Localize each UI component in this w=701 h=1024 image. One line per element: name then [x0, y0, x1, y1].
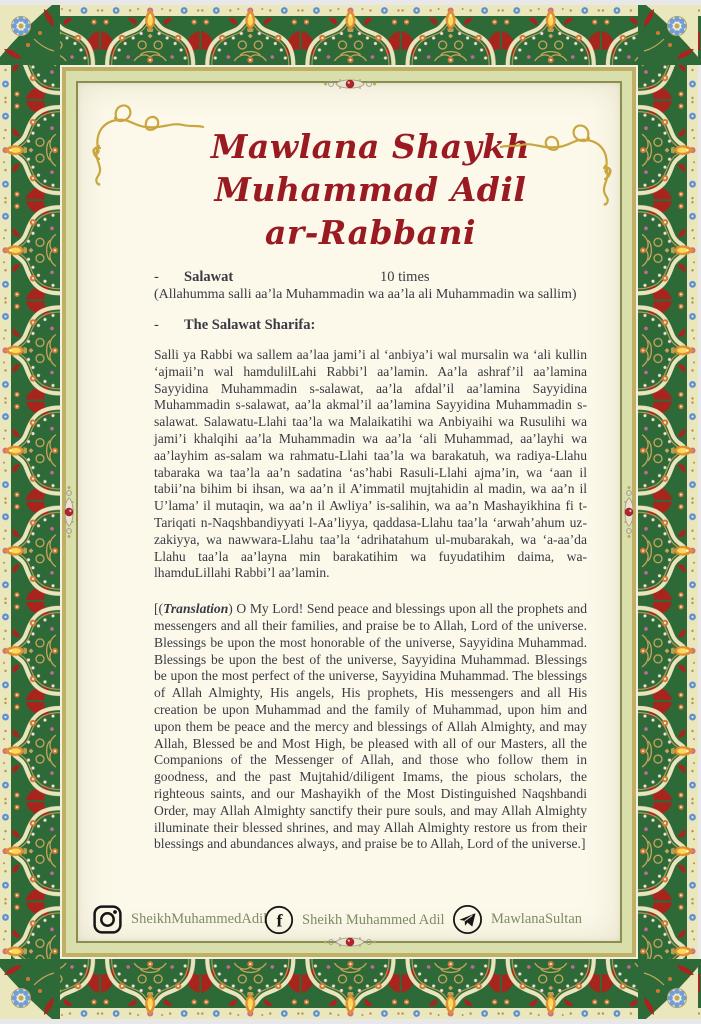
- salawat-repetition: 10 times: [380, 269, 430, 285]
- sharifa-heading-label: The Salawat Sharifa:: [184, 317, 316, 333]
- salawat-formula: (Allahumma salli aa’la Muhammadin wa aa’la ali Muhammadin wa sallim): [154, 287, 577, 302]
- translation-label: Translation: [163, 601, 229, 617]
- instagram-icon: [92, 904, 123, 935]
- telegram-handle-text: MawlanaSultan: [491, 911, 583, 927]
- sharifa-heading-row: [154, 317, 587, 334]
- bullet-dash: -: [154, 317, 159, 333]
- page-title-line1: Mawlana Shaykh Muhammad Adil: [210, 127, 531, 209]
- translation-paragraph: [154, 601, 587, 853]
- telegram-icon: [452, 904, 483, 935]
- page-title-line2: ar-Rabbani: [264, 213, 477, 252]
- svg-text:f: f: [276, 910, 283, 931]
- bullet-dash: -: [154, 269, 159, 285]
- translation-close-paren: ): [228, 601, 237, 617]
- telegram-handle[interactable]: [452, 904, 582, 935]
- facebook-icon: [264, 905, 294, 935]
- facebook-handle[interactable]: [264, 905, 445, 935]
- instagram-handle-text: SheikhMuhammedAdil: [131, 911, 268, 927]
- translation-text: O My Lord! Send peace and blessings upon all the prophets and messengers and all their families, and praise be to Allah, Lord of the universe. Blessings be upon the most honorable of the universe, Sayyidina Muhammad. Blessings be upon the best of the universe, Sayyidina Muhammad. Blessings be upon the most perfect of the universe, Sayyidina Muhammad. The blessings of Allah Almighty, His angels, His prophets, His messengers and all His creation be upon Muhammad and the family of Muhammad, upon him and upon them be peace and the mercy and blessings of Allah Almighty, and may Allah, Blessed be and Most High, be pleased with all of our Masters, all the Companions of the Messenger of Allah, and those who follow them in goodness, and the past Mujtahid/diligent Imams, the pious scholars, the righteous saints, and our Mashayikh of the Most Distinguished Naqshbandi Order, may Allah Almighty sanctify their pure souls, and may Allah Almighty illuminate their blessed shrines, and may Allah Almighty restore us from their blessings and abundances always, and praise be to Allah, Lord of the universe.]: [154, 601, 587, 852]
- salawat-row: [154, 269, 587, 286]
- salawat-sharifa-paragraph: Salli ya Rabbi wa sallem aa’laa jami’i al ‘anbiya’i wal mursalin wa ‘ali kullin ‘ajmaii’n wal hamdulilLahi Rabbi’l aa’lamin. Aa’la ashraf’il aa’lamina Sayyidina Muhammadin s-salawat, aa’la afdal’il aa’lamina Sayyidina Muhammadin s-salawat, aa’la akmal’il aa’lamina Sayyidina Muhammadin s-salawat. Salawatu-Llahi taa’la wa Malaikatihi wa Anbiyaihi wa Rusulihi wa jami’i khalqihi aa’la Muhammadin wa aa’la ‘ali Muhammad, aa’layhi wa aa’layhim as-salam wa rahmatu-Llahi taa’la wa barakatuh, wa radiya-Llahu tabaraka wa taa’la aa’n sadatina ‘as’habi Rasuli-Llahi ajma’in, wa ‘aan il tabii’na bihim bi ihsan, wa aa’n il A’immatil mujtahidin al madin, wa aa’n il U’lama’ il mutaqin, wa aa’n il Awliya’ is-salihin, wa aa’n Mashayikhina fi t-Tariqati n-Naqshbandiyyati l-Aa’liyya, qaddasa-Llahu taa’la ‘arwah’ahum uz-zakiyya, wa nawwara-Llahu taa’la ‘adrihatahum ul-mubarakah, wa ‘a-aa’da Llahu taa’la aa’layna min barakatihim wa fuyudatihim daima, wa-lhamduLillahi Rabbi’l aa’lamin.: [154, 347, 587, 581]
- page-title: [154, 125, 587, 254]
- facebook-handle-text: Sheikh Muhammed Adil: [302, 911, 445, 928]
- paper: [78, 83, 620, 941]
- salawat-label: Salawat: [184, 269, 234, 285]
- instagram-handle[interactable]: [92, 904, 267, 935]
- translation-open-bracket: [(: [154, 601, 164, 617]
